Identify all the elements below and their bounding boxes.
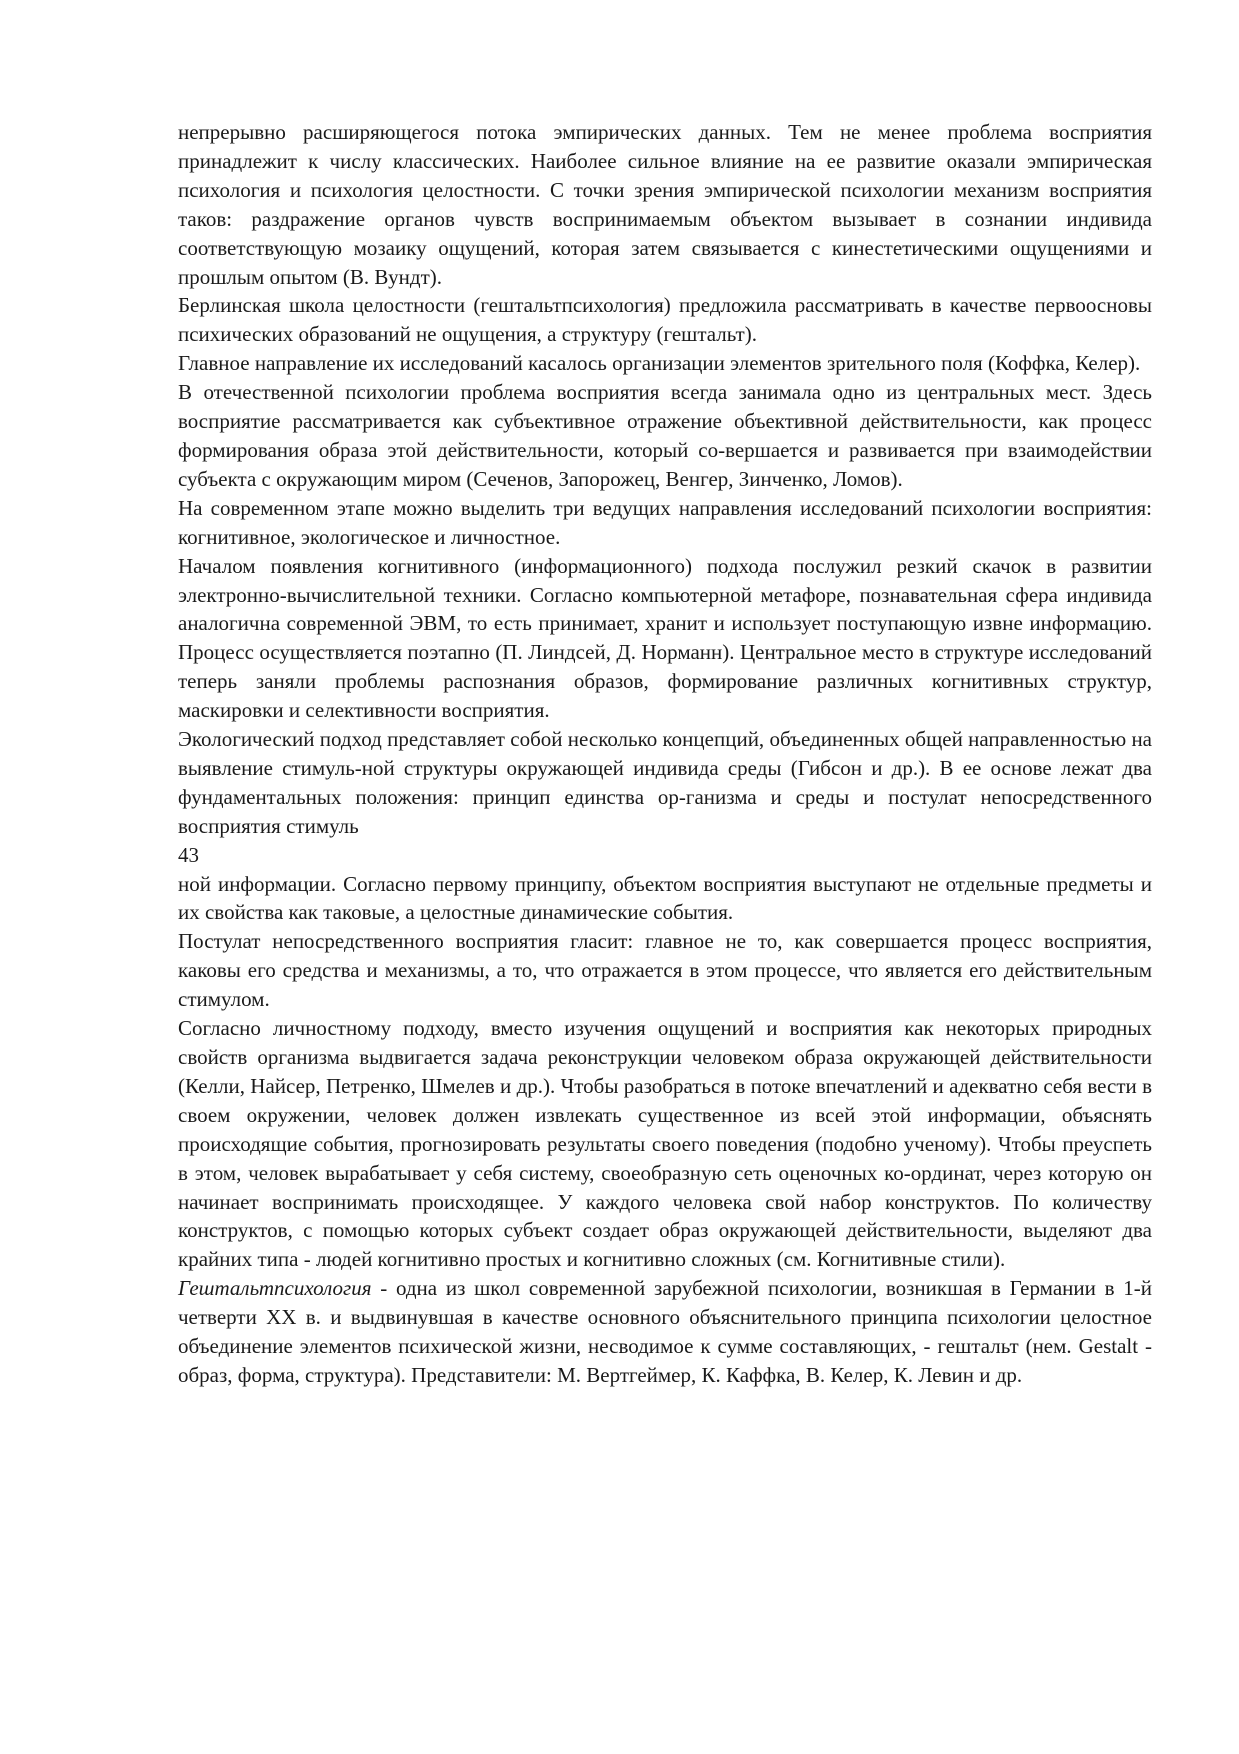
paragraph-cognitive-approach: Началом появления когнитивного (информационного) подхода послужил резкий скачок в развитии электронно-вычислительной техники. Согласно компьютерной метафоре, познавательная сфера индивида аналогична современной ЭВМ, то есть принимает, хранит и использует поступающую извне информацию. Процесс осуществляется поэтапно (П. Линдсей, Д. Норманн). Центральное место в структуре исследований теперь заняли проблемы распознания образов, формирование различных когнитивных структур, маскировки и селективности восприятия. [178, 553, 1152, 723]
paragraph-three-directions: На современном этапе можно выделить три ведущих направления исследований психологии восприятия: когнитивное, экологическое и личностное. [178, 495, 1152, 549]
paragraph-visual-field: Главное направление их исследований касалось организации элементов зрительного поля (Коффка, Келер). [178, 351, 1141, 376]
paragraph-perception-history: непрерывно расширяющегося потока эмпирических данных. Тем не менее проблема восприятия принадлежит к числу классических. Наиболее сильное влияние на ее развитие оказали эмпирическая психология и психология целостности. С точки зрения эмпирической психологии механизм восприятия таков: раздражение органов чувств воспринимаемым объектом вызывает в сознании индивида соответствующую мозаику ощущений, которая затем связывается с кинестетическими ощущениями и прошлым опытом (В. Вундт). [178, 120, 1152, 289]
document-page [178, 118, 1152, 1390]
definition-term: Гештальтпсихология [178, 1276, 372, 1301]
paragraph-domestic-psychology: В отечественной психологии проблема восприятия всегда занимала одно из центральных мест. Здесь восприятие рассматривается как субъективное отражение объективной действительности, как процесс формирования образа этой действительности, который со-вершается и развивается при взаимодействии субъекта с окружающим миром (Сеченов, Запорожец, Венгер, Зинченко, Ломов). [178, 380, 1152, 491]
paragraph-direct-perception: Постулат непосредственного восприятия гласит: главное не то, как совершается процесс восприятия, каковы его средства и механизмы, а то, что отражается в этом процессе, что является его действительным стимулом. [178, 929, 1152, 1012]
paragraph-gestalt-definition [178, 1274, 1152, 1390]
page-number: 43 [178, 842, 199, 867]
paragraph-berlin-school: Берлинская школа целостности (гештальтпсихология) предложила рассматривать в качестве первоосновы психических образований не ощущения, а структуру (гештальт). [178, 293, 1152, 347]
definition-text: - одна из школ современной зарубежной психологии, возникшая в Германии в 1-й четверти XX в. и выдвинувшая в качестве основного объяснительного принципа психологии целостное объединение элементов психической жизни, несводимое к сумме составляющих, - гештальт (нем. Gestalt - образ, форма, структура). Представители: М. Вертгеймер, К. Каффка, В. Келер, К. Левин и др. [178, 1276, 1152, 1387]
paragraph-ecological-approach: Экологический подход представляет собой несколько концепций, объединенных общей направленностью на выявление стимуль-ной структуры окружающей индивида среды (Гибсон и др.). В ее основе лежат два фундаментальных положения: принцип единства ор-ганизма и среды и постулат непосредственного восприятия стимуль [178, 727, 1152, 838]
paragraph-first-principle: ной информации. Согласно первому принципу, объектом восприятия выступают не отдельные предметы и их свойства как таковые, а целостные динамические события. [178, 871, 1152, 925]
paragraph-personal-approach: Согласно личностному подходу, вместо изучения ощущений и восприятия как некоторых природных свойств организма выдвигается задача реконструкции человеком образа окружающей действительности (Келли, Найсер, Петренко, Шмелев и др.). Чтобы разобраться в потоке впечатлений и адекватно себя вести в своем окружении, человек должен извлекать существенное из всей этой информации, объяснять происходящие события, прогнозировать результаты своего поведения (подобно ученому). Чтобы преуспеть в этом, человек вырабатывает у себя систему, своеобразную сеть оценочных ко-ординат, через которую он начинает воспринимать происходящее. У каждого человека свой набор конструктов. По количеству конструктов, с помощью которых субъект создает образ окружающей действительности, выделяют два крайних типа - людей когнитивно простых и когнитивно сложных (см. Когнитивные стили). [178, 1016, 1152, 1272]
